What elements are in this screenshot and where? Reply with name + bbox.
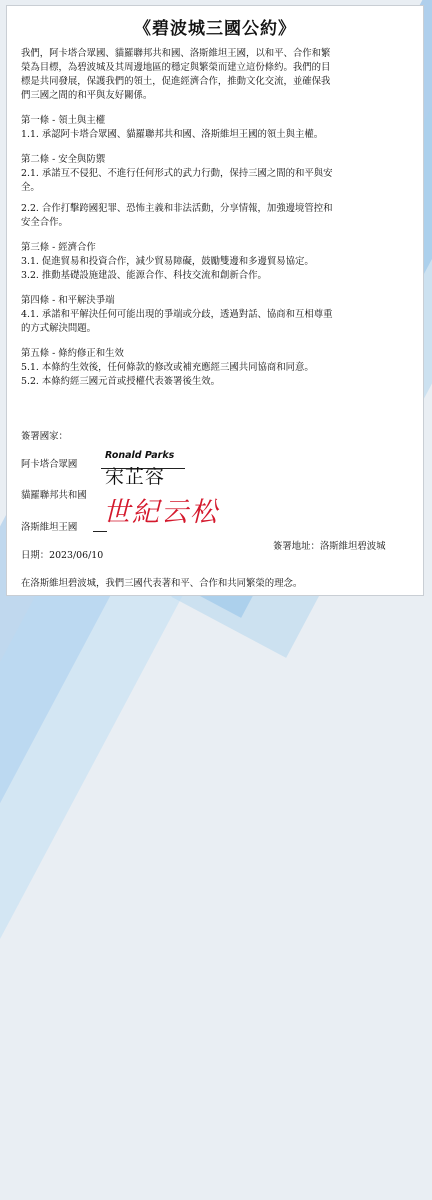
signature-section — [21, 428, 413, 578]
treaty-document — [6, 5, 424, 596]
article-3-clause-2: 3.2. 推動基礎設施建設、能源合作、科技交流和創新合作。 — [21, 270, 267, 281]
signing-date: 日期：2023/06/10 — [21, 550, 104, 561]
article-2-clause-1: 2.1. 承諾互不侵犯、不進行任何形式的武力行動，保持三國之間的和平與安 — [21, 168, 333, 179]
article-5-heading: 第五條 - 條約修正和生效 — [21, 348, 124, 359]
article-4-clause-1: 4.1. 承諾和平解決任何可能出現的爭端或分歧，透過對話、協商和互相尊重 — [21, 309, 333, 320]
signatory-country-1: 阿卡塔合眾國 — [21, 459, 78, 470]
article-4-heading: 第四條 - 和平解決爭端 — [21, 295, 115, 306]
closing-statement: 在洛斯維坦碧波城，我們三國代表著和平、合作和共同繁榮的理念。 — [21, 578, 303, 589]
signature-ronald-parks: Ronald Parks — [105, 450, 175, 461]
signature-song-zhirong: 宋芷容 — [105, 466, 166, 488]
article-3-heading: 第三條 - 經濟合作 — [21, 242, 96, 253]
article-3-clause-1: 3.1. 促進貿易和投資合作，減少貿易障礙，鼓勵雙邊和多邊貿易協定。 — [21, 256, 314, 267]
preamble-line: 們三國之間的和平與友好關係。 — [21, 90, 153, 101]
signature-line — [93, 531, 107, 532]
article-4-clause-1-cont: 的方式解決問題。 — [21, 323, 97, 334]
article-2-clause-1-cont: 全。 — [21, 182, 40, 193]
article-1-clause-1: 1.1. 承認阿卡塔合眾國、貓羅聯邦共和國、洛斯維坦王國的領土與主權。 — [21, 129, 324, 140]
document-title: 《碧波城三國公約》 — [134, 19, 296, 39]
signature-red-ink: 世紀云松 — [103, 497, 219, 528]
article-2-clause-2: 2.2. 合作打擊跨國犯罪、恐怖主義和非法活動，分享情報，加強邊境管控和 — [21, 203, 333, 214]
signatures-heading: 簽署國家： — [21, 431, 68, 442]
preamble-line: 我們，阿卡塔合眾國、貓羅聯邦共和國、洛斯維坦王國，以和平、合作和繁 — [21, 48, 331, 59]
article-2-clause-2-cont: 安全合作。 — [21, 217, 68, 228]
signatory-country-2: 貓羅聯邦共和國 — [21, 490, 87, 501]
preamble-line: 榮為目標，為碧波城及其周邊地區的穩定與繁榮而建立這份條約。我們的目 — [21, 62, 331, 73]
article-1-heading: 第一條 - 領土與主權 — [21, 115, 106, 126]
document-body — [21, 47, 413, 389]
article-2-heading: 第二條 - 安全與防禦 — [21, 154, 106, 165]
preamble-line: 標是共同發展，保護我們的領土，促進經濟合作，推動文化交流，並確保我 — [21, 76, 331, 87]
signatory-country-3: 洛斯維坦王國 — [21, 522, 78, 533]
article-5-clause-2: 5.2. 本條約經三國元首或授權代表簽署後生效。 — [21, 376, 220, 387]
article-5-clause-1: 5.1. 本條約生效後，任何條款的修改或補充應經三國共同協商和同意。 — [21, 362, 314, 373]
signing-location: 簽署地址：洛斯維坦碧波城 — [273, 541, 386, 552]
